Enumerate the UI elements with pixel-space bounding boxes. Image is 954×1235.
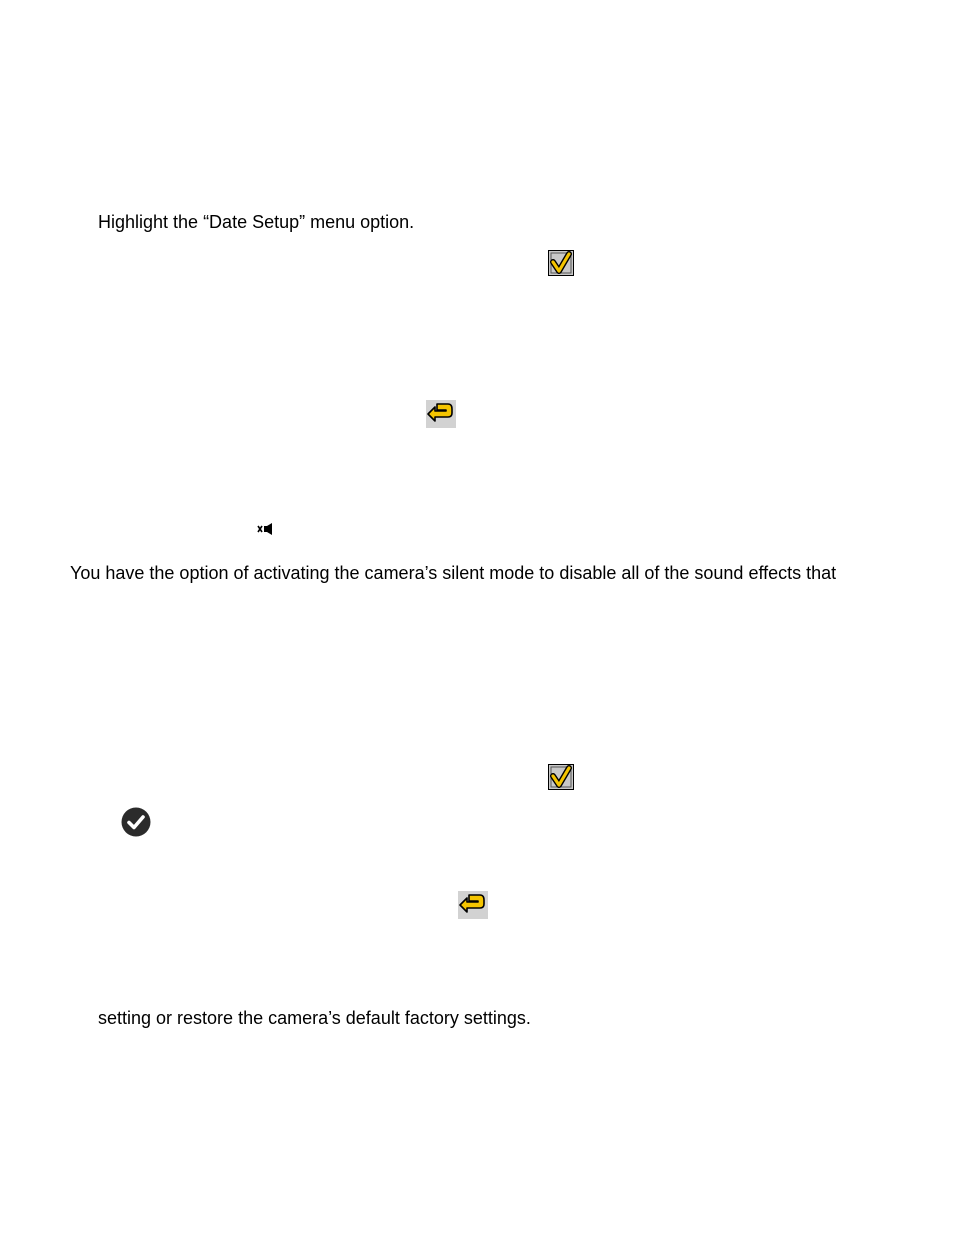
back-arrow-icon <box>458 891 488 919</box>
speaker-muted-icon <box>257 522 275 536</box>
date-setup-step-text: Highlight the “Date Setup” menu option. <box>98 212 415 232</box>
silent-mode-intro-text: You have the option of activating the camera’s silent mode to disable all of the sound effects that <box>70 563 837 583</box>
circle-check-icon <box>121 807 151 837</box>
checkbox-check-icon <box>548 250 574 276</box>
reset-intro-text: setting or restore the camera’s default factory settings. <box>98 1008 531 1028</box>
back-arrow-icon <box>426 400 456 428</box>
checkbox-check-icon <box>548 764 574 790</box>
